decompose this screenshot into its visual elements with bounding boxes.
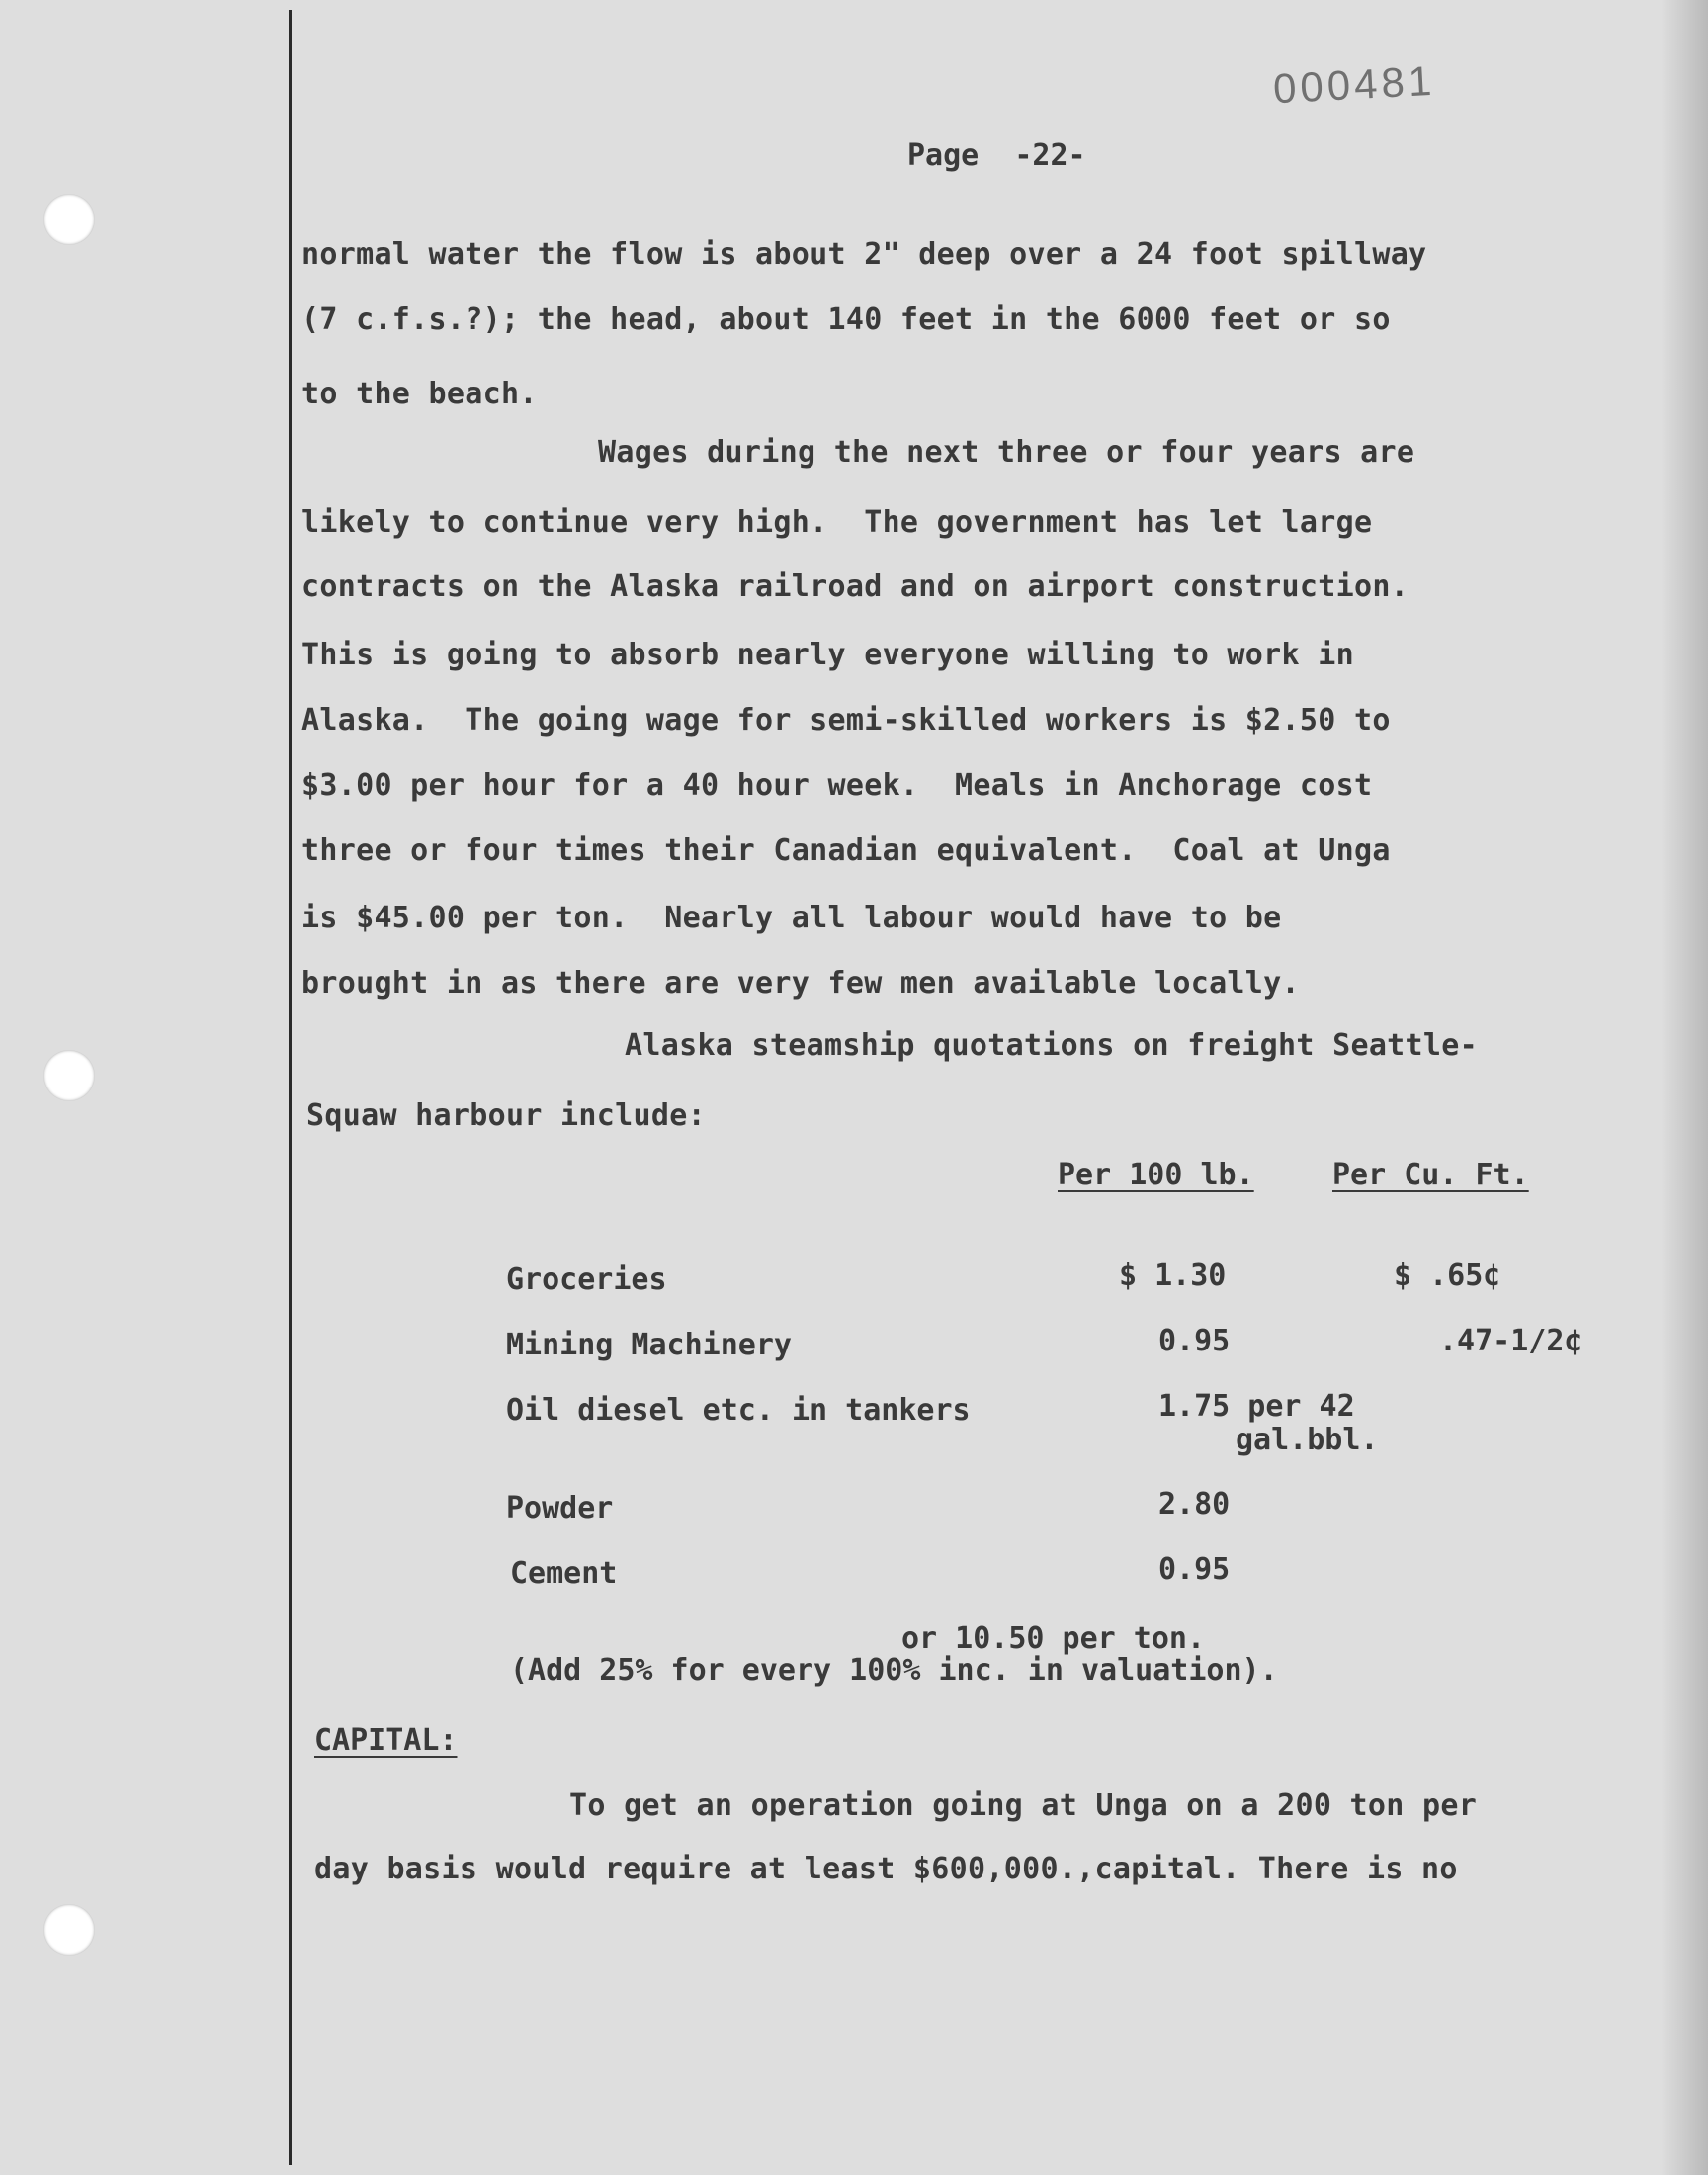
punch-hole-bottom (43, 1904, 95, 1956)
table-row-per-100lb: 1.75 per 42 (1158, 1389, 1355, 1424)
text-line: contracts on the Alaska railroad and on airport construction. (301, 569, 1409, 604)
text-line: (7 c.f.s.?); the head, about 140 feet in the 6000 feet or so (301, 303, 1391, 337)
text-line: normal water the flow is about 2" deep over a 24 foot spillway (301, 237, 1427, 272)
text-line: Alaska steamship quotations on freight Seattle- (625, 1028, 1478, 1063)
table-row-item: Mining Machinery (506, 1328, 792, 1362)
text-line: This is going to absorb nearly everyone willing to work in (301, 638, 1354, 672)
margin-rule (289, 10, 292, 2165)
text-line: three or four times their Canadian equivalent. Coal at Unga (301, 833, 1391, 868)
table-row-per-cuft: .47-1/2¢ (1439, 1324, 1582, 1358)
text-line: is $45.00 per ton. Nearly all labour would have to be (301, 901, 1282, 935)
table-row-per-100lb: 2.80 (1158, 1487, 1231, 1522)
page-edge-shadow (1661, 0, 1708, 2175)
text-line: likely to continue very high. The government has let large (301, 505, 1373, 540)
column-header-per-cuft: Per Cu. Ft. (1332, 1158, 1529, 1192)
text-line: brought in as there are very few men available locally. (301, 966, 1300, 1000)
text-line: To get an operation going at Unga on a 200 ton per (569, 1788, 1478, 1823)
text-line: Squaw harbour include: (306, 1098, 706, 1133)
table-row-per-100lb-continued: gal.bbl. (1236, 1423, 1379, 1457)
column-header-per-100lb: Per 100 lb. (1058, 1158, 1254, 1192)
table-row-per-100lb: 0.95 (1158, 1552, 1231, 1587)
table-row-per-cuft: $ .65¢ (1394, 1259, 1501, 1293)
punch-hole-middle (43, 1050, 95, 1101)
document-number-stamp: 000481 (1271, 56, 1437, 113)
table-row-per-100lb: 0.95 (1158, 1324, 1231, 1358)
table-row-item: Powder (506, 1491, 614, 1525)
page-number-header: Page -22- (907, 138, 1086, 173)
section-heading-capital: CAPITAL: (314, 1723, 458, 1758)
table-row-item: Oil diesel etc. in tankers (506, 1393, 971, 1428)
table-note: or 10.50 per ton. (901, 1621, 1206, 1656)
text-line: Wages during the next three or four years are (598, 435, 1415, 470)
text-line: $3.00 per hour for a 40 hour week. Meals in Anchorage cost (301, 768, 1373, 803)
text-line: to the beach. (301, 377, 538, 411)
punch-hole-top (43, 194, 95, 245)
table-note: (Add 25% for every 100% inc. in valuation). (510, 1653, 1278, 1688)
text-line: Alaska. The going wage for semi-skilled workers is $2.50 to (301, 703, 1391, 738)
text-line: day basis would require at least $600,000.,capital. There is no (314, 1852, 1458, 1886)
table-row-per-100lb: $ 1.30 (1119, 1259, 1227, 1293)
table-row-item: Groceries (506, 1262, 667, 1297)
table-row-item: Cement (510, 1556, 618, 1591)
